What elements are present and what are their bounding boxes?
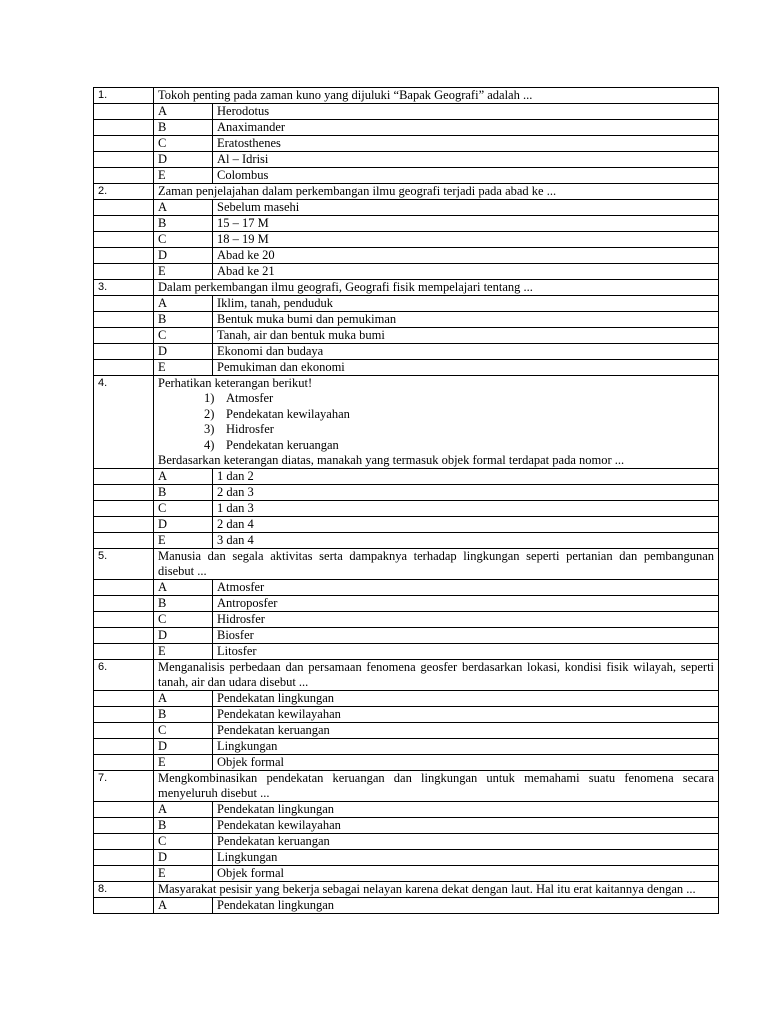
option-text: Pendekatan kewilayahan (213, 818, 719, 834)
statement-text: Hidrosfer (226, 422, 274, 436)
question-row (94, 88, 719, 104)
document-page (93, 87, 718, 914)
blank-cell (94, 723, 154, 739)
question-text-cell: Masyarakat pesisir yang bekerja sebagai nelayan karena dekat dengan laut. Hal itu erat kaitannya dengan ... (154, 882, 719, 898)
question-text-cell: Menganalisis perbedaan dan persamaan fenomena geosfer berdasarkan lokasi, kondisi fisik wilayah, seperti tanah, air dan udara disebut ... (154, 660, 719, 691)
option-letter: C (154, 328, 213, 344)
option-letter: D (154, 739, 213, 755)
option-row (94, 152, 719, 168)
option-row (94, 517, 719, 533)
option-text: Antroposfer (213, 596, 719, 612)
blank-cell (94, 691, 154, 707)
question-number: 8. (94, 882, 154, 898)
question-prompt: Berdasarkan keterangan diatas, manakah yang termasuk objek formal terdapat pada nomor ... (158, 453, 625, 467)
option-text: Objek formal (213, 866, 719, 882)
option-row (94, 216, 719, 232)
option-letter: E (154, 533, 213, 549)
blank-cell (94, 596, 154, 612)
option-text: Pendekatan lingkungan (213, 802, 719, 818)
blank-cell (94, 533, 154, 549)
blank-cell (94, 834, 154, 850)
option-letter: C (154, 232, 213, 248)
option-letter: E (154, 168, 213, 184)
option-text: Litosfer (213, 644, 719, 660)
option-letter: A (154, 104, 213, 120)
blank-cell (94, 312, 154, 328)
option-letter: E (154, 755, 213, 771)
blank-cell (94, 248, 154, 264)
option-row (94, 596, 719, 612)
blank-cell (94, 501, 154, 517)
statement-item (204, 407, 714, 423)
blank-cell (94, 168, 154, 184)
option-text: Anaximander (213, 120, 719, 136)
option-text: 1 dan 2 (213, 469, 719, 485)
question-number: 1. (94, 88, 154, 104)
option-row (94, 644, 719, 660)
option-text: Ekonomi dan budaya (213, 344, 719, 360)
option-letter: B (154, 596, 213, 612)
option-letter: E (154, 360, 213, 376)
option-letter: A (154, 469, 213, 485)
option-letter: C (154, 136, 213, 152)
question-number: 4. (94, 376, 154, 469)
question-row (94, 184, 719, 200)
blank-cell (94, 216, 154, 232)
option-text: Herodotus (213, 104, 719, 120)
option-text: Eratosthenes (213, 136, 719, 152)
question-text-cell: Dalam perkembangan ilmu geografi, Geografi fisik mempelajari tentang ... (154, 280, 719, 296)
option-text: Bentuk muka bumi dan pemukiman (213, 312, 719, 328)
blank-cell (94, 152, 154, 168)
option-row (94, 691, 719, 707)
option-text: Pemukiman dan ekonomi (213, 360, 719, 376)
option-row (94, 264, 719, 280)
blank-cell (94, 485, 154, 501)
blank-cell (94, 469, 154, 485)
statement-text: Pendekatan kewilayahan (226, 406, 350, 421)
option-text: Pendekatan keruangan (213, 723, 719, 739)
blank-cell (94, 136, 154, 152)
option-row (94, 200, 719, 216)
statement-text: Pendekatan keruangan (226, 437, 339, 452)
option-text: 2 dan 4 (213, 517, 719, 533)
option-letter: D (154, 850, 213, 866)
blank-cell (94, 818, 154, 834)
question-text-cell (154, 376, 719, 469)
question-text-cell: Mengkombinasikan pendekatan keruangan dan lingkungan untuk memahami suatu fenomena secara menyeluruh disebut ... (154, 771, 719, 802)
option-row (94, 818, 719, 834)
option-row (94, 120, 719, 136)
statement-item (204, 438, 714, 454)
option-letter: E (154, 264, 213, 280)
question-row (94, 882, 719, 898)
option-row (94, 533, 719, 549)
option-row (94, 628, 719, 644)
blank-cell (94, 200, 154, 216)
blank-cell (94, 866, 154, 882)
option-letter: B (154, 120, 213, 136)
option-row (94, 469, 719, 485)
question-row (94, 660, 719, 691)
quiz-table (93, 87, 719, 914)
option-row (94, 755, 719, 771)
question-number: 5. (94, 549, 154, 580)
question-row (94, 549, 719, 580)
question-text: Perhatikan keterangan berikut! (158, 376, 313, 390)
blank-cell (94, 296, 154, 312)
option-letter: E (154, 644, 213, 660)
option-text: Al – Idrisi (213, 152, 719, 168)
question-text-cell: Zaman penjelajahan dalam perkembangan ilmu geografi terjadi pada abad ke ... (154, 184, 719, 200)
option-row (94, 296, 719, 312)
option-letter: C (154, 723, 213, 739)
statement-number: 1) (204, 391, 215, 405)
option-text: Abad ke 20 (213, 248, 719, 264)
option-text: 15 – 17 M (213, 216, 719, 232)
blank-cell (94, 644, 154, 660)
blank-cell (94, 612, 154, 628)
question-text-cell: Manusia dan segala aktivitas serta dampaknya terhadap lingkungan seperti pertanian dan pembangunan disebut ... (154, 549, 719, 580)
option-letter: E (154, 866, 213, 882)
option-row (94, 344, 719, 360)
blank-cell (94, 898, 154, 914)
option-row (94, 850, 719, 866)
option-row (94, 612, 719, 628)
option-text: Colombus (213, 168, 719, 184)
statement-item (204, 391, 714, 407)
option-letter: A (154, 691, 213, 707)
option-letter: A (154, 296, 213, 312)
statement-number: 4) (204, 437, 215, 452)
option-letter: B (154, 707, 213, 723)
quiz-table-body (94, 88, 719, 914)
blank-cell (94, 517, 154, 533)
option-text: Lingkungan (213, 850, 719, 866)
question-number: 2. (94, 184, 154, 200)
option-row (94, 328, 719, 344)
option-row (94, 136, 719, 152)
option-letter: B (154, 485, 213, 501)
blank-cell (94, 628, 154, 644)
option-text: Biosfer (213, 628, 719, 644)
option-text: Pendekatan lingkungan (213, 691, 719, 707)
option-text: Pendekatan kewilayahan (213, 707, 719, 723)
option-text: Tanah, air dan bentuk muka bumi (213, 328, 719, 344)
option-letter: D (154, 628, 213, 644)
blank-cell (94, 850, 154, 866)
blank-cell (94, 802, 154, 818)
option-row (94, 248, 719, 264)
blank-cell (94, 328, 154, 344)
option-row (94, 485, 719, 501)
statement-item (204, 422, 714, 438)
option-text: 3 dan 4 (213, 533, 719, 549)
option-text: 2 dan 3 (213, 485, 719, 501)
question-number: 6. (94, 660, 154, 691)
option-text: 1 dan 3 (213, 501, 719, 517)
statement-list (158, 391, 714, 453)
option-text: Abad ke 21 (213, 264, 719, 280)
blank-cell (94, 264, 154, 280)
option-letter: B (154, 216, 213, 232)
option-row (94, 168, 719, 184)
question-row (94, 771, 719, 802)
option-text: Atmosfer (213, 580, 719, 596)
option-letter: B (154, 818, 213, 834)
option-letter: C (154, 501, 213, 517)
question-number: 3. (94, 280, 154, 296)
statement-text: Atmosfer (226, 391, 274, 405)
blank-cell (94, 232, 154, 248)
option-text: Sebelum masehi (213, 200, 719, 216)
question-row (94, 280, 719, 296)
option-letter: C (154, 612, 213, 628)
option-row (94, 834, 719, 850)
option-row (94, 802, 719, 818)
option-text: Objek formal (213, 755, 719, 771)
blank-cell (94, 104, 154, 120)
option-text: Pendekatan keruangan (213, 834, 719, 850)
option-text: Lingkungan (213, 739, 719, 755)
option-letter: A (154, 802, 213, 818)
blank-cell (94, 580, 154, 596)
option-row (94, 360, 719, 376)
option-row (94, 898, 719, 914)
option-row (94, 580, 719, 596)
statement-number: 2) (204, 406, 215, 421)
blank-cell (94, 739, 154, 755)
option-row (94, 723, 719, 739)
option-row (94, 707, 719, 723)
option-row (94, 104, 719, 120)
blank-cell (94, 344, 154, 360)
blank-cell (94, 707, 154, 723)
option-letter: B (154, 312, 213, 328)
blank-cell (94, 755, 154, 771)
option-letter: D (154, 248, 213, 264)
question-number: 7. (94, 771, 154, 802)
option-letter: D (154, 344, 213, 360)
statement-number: 3) (204, 422, 215, 436)
option-letter: D (154, 517, 213, 533)
blank-cell (94, 360, 154, 376)
option-row (94, 312, 719, 328)
blank-cell (94, 120, 154, 136)
option-row (94, 739, 719, 755)
option-row (94, 501, 719, 517)
question-row (94, 376, 719, 469)
option-text: Hidrosfer (213, 612, 719, 628)
option-row (94, 232, 719, 248)
question-text-cell: Tokoh penting pada zaman kuno yang dijuluki “Bapak Geografi” adalah ... (154, 88, 719, 104)
option-letter: A (154, 898, 213, 914)
option-text: Pendekatan lingkungan (213, 898, 719, 914)
option-row (94, 866, 719, 882)
option-text: Iklim, tanah, penduduk (213, 296, 719, 312)
option-letter: A (154, 580, 213, 596)
option-text: 18 – 19 M (213, 232, 719, 248)
option-letter: D (154, 152, 213, 168)
option-letter: C (154, 834, 213, 850)
option-letter: A (154, 200, 213, 216)
